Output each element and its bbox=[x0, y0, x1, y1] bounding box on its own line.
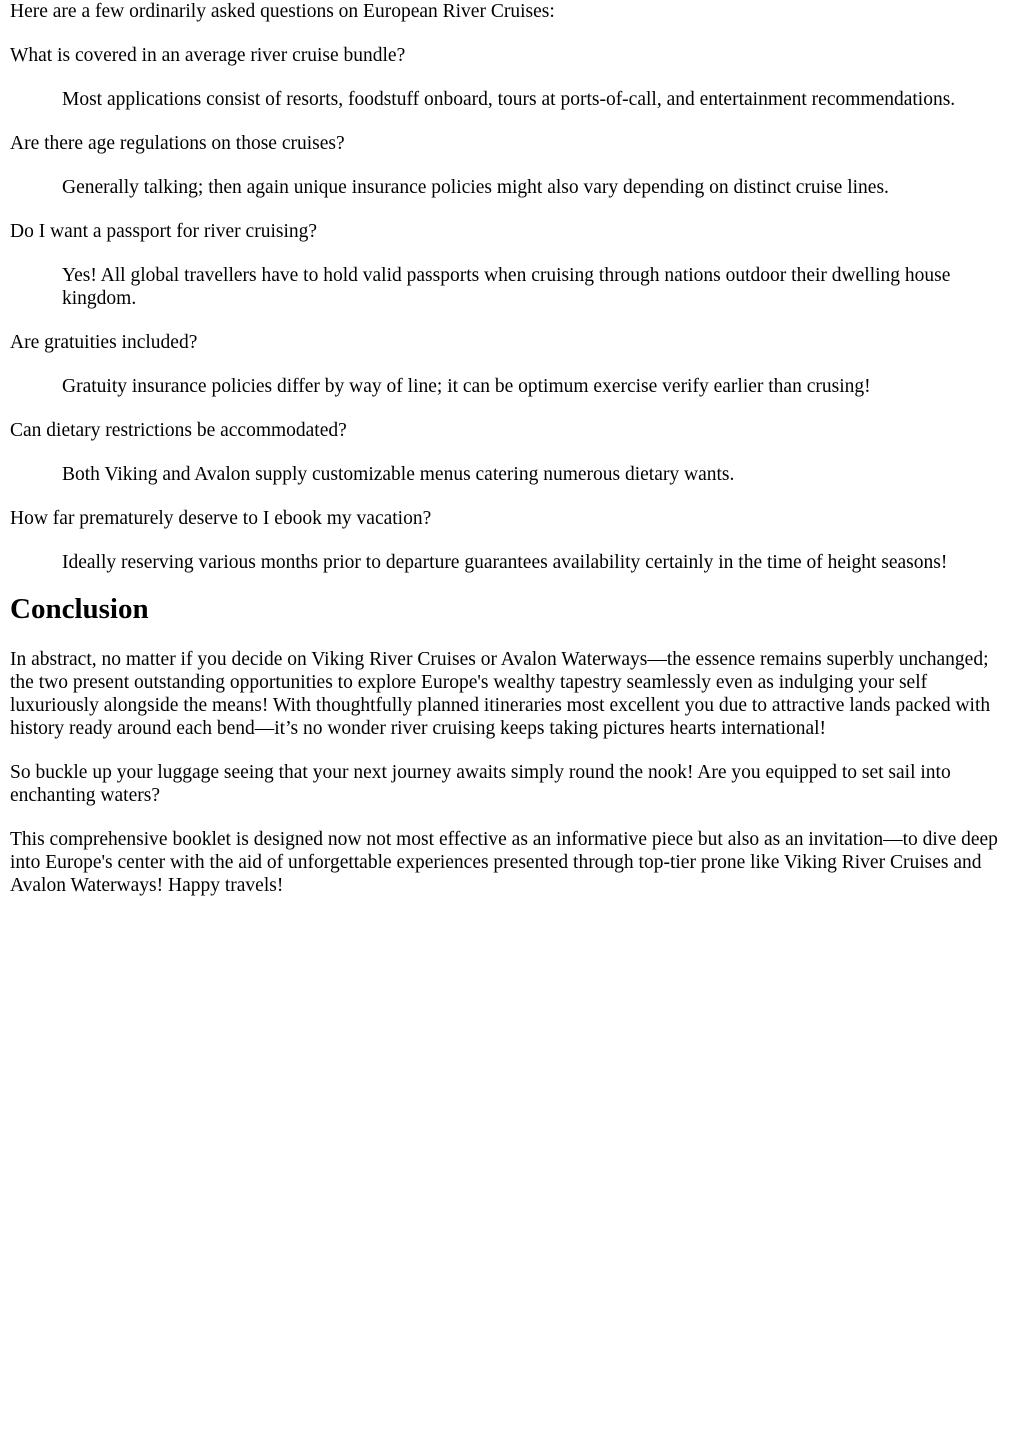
conclusion-paragraph: This comprehensive booklet is designed now not most effective as an informative piece but also as an invitation—to dive deep into Europe's center with the aid of unforgettable experiences presented through top-tier prone like Viking River Cruises and Avalon Waterways! Happy travels! bbox=[10, 829, 998, 896]
faq-answer: Generally talking; then again unique insurance policies might also vary depending on distinct cruise lines. bbox=[62, 177, 889, 198]
faq-answer: Ideally reserving various months prior to departure guarantees availability certainly in the time of height seasons! bbox=[62, 552, 948, 573]
faq-question: How far prematurely deserve to I ebook my vacation? bbox=[10, 508, 432, 529]
faq-answer: Gratuity insurance policies differ by way of line; it can be optimum exercise verify earlier than crusing! bbox=[62, 376, 871, 397]
conclusion-paragraph: So buckle up your luggage seeing that your next journey awaits simply round the nook! Are you equipped to set sail into enchanting waters? bbox=[10, 762, 951, 806]
faq-question: Can dietary restrictions be accommodated? bbox=[10, 420, 347, 441]
conclusion-heading: Conclusion bbox=[10, 593, 149, 625]
faq-question: What is covered in an average river cruise bundle? bbox=[10, 45, 406, 66]
faq-answer: Most applications consist of resorts, foodstuff onboard, tours at ports-of-call, and entertainment recommendations. bbox=[62, 89, 956, 110]
conclusion-paragraph: In abstract, no matter if you decide on Viking River Cruises or Avalon Waterways—the essence remains superbly unchanged; the two present outstanding opportunities to explore Europe's wealthy tapestry seamlessly even as indulging your self luxuriously alongside the means! With thoughtfully planned itineraries most excellent you due to attractive lands packed with history ready around each bend—it’s no wonder river cruising keeps taking pictures hearts international! bbox=[10, 649, 991, 739]
faq-answer: Both Viking and Avalon supply customizable menus catering numerous dietary wants. bbox=[62, 464, 735, 485]
faq-list bbox=[10, 44, 1014, 574]
faq-question: Are gratuities included? bbox=[10, 332, 198, 353]
faq-answer: Yes! All global travellers have to hold valid passports when cruising through nations outdoor their dwelling house kingdom. bbox=[62, 265, 951, 309]
faq-question: Do I want a passport for river cruising? bbox=[10, 221, 318, 242]
faq-intro: Here are a few ordinarily asked questions on European River Cruises: bbox=[10, 1, 555, 22]
faq-question: Are there age regulations on those cruises? bbox=[10, 133, 345, 154]
